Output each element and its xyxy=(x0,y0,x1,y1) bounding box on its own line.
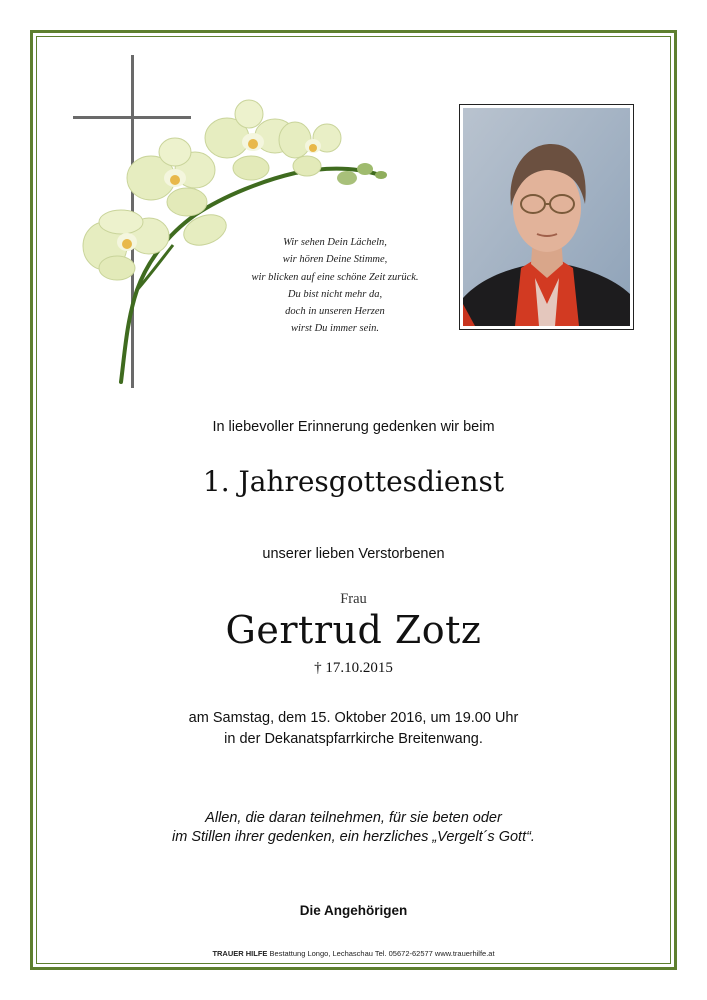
death-date: † 17.10.2015 xyxy=(314,660,393,676)
footer-contact: Bestattung Longo, Lechaschau Tel. 05672-62577 www.trauerhilfe.at xyxy=(267,949,495,958)
portrait-image xyxy=(463,108,630,326)
salutation: Frau xyxy=(340,591,367,607)
poem-line: wir hören Deine Stimme, xyxy=(282,254,388,266)
cross-orchid-decoration xyxy=(55,50,400,395)
service-details xyxy=(0,708,707,750)
poem-line: Wir sehen Dein Lächeln, xyxy=(283,237,387,248)
intro-text: In liebevoller Erinnerung gedenken wir beim xyxy=(212,419,495,435)
poem-line: wirst Du immer sein. xyxy=(290,323,380,335)
service-datetime: am Samstag, dem 15. Oktober 2016, um 19.00 Uhr xyxy=(188,710,519,726)
family-signature: Die Angehörigen xyxy=(299,903,408,918)
thanks-message xyxy=(0,809,707,847)
deceased-name: Gertrud Zotz xyxy=(225,608,482,652)
portrait-photo xyxy=(459,104,634,330)
poem-line: wir blicken auf eine schöne Zeit zurück. xyxy=(251,271,419,283)
service-location: in der Dekanatspfarrkirche Breitenwang. xyxy=(224,731,483,747)
poem-line: Du bist nicht mehr da, xyxy=(287,288,383,300)
poem-line: doch in unseren Herzen xyxy=(285,306,385,318)
memorial-poem xyxy=(230,234,440,338)
footer xyxy=(0,949,707,958)
cross-horizontal-bar xyxy=(73,116,191,119)
thanks-line: Allen, die daran teilnehmen, für sie beten oder xyxy=(205,810,502,826)
footer-brand: TRAUER HILFE xyxy=(212,949,268,958)
subtitle-text: unserer lieben Verstorbenen xyxy=(262,546,445,562)
thanks-line: im Stillen ihrer gedenken, ein herzliches „Vergelt´s Gott“. xyxy=(172,829,535,845)
service-title: 1. Jahresgottesdienst xyxy=(202,465,505,498)
